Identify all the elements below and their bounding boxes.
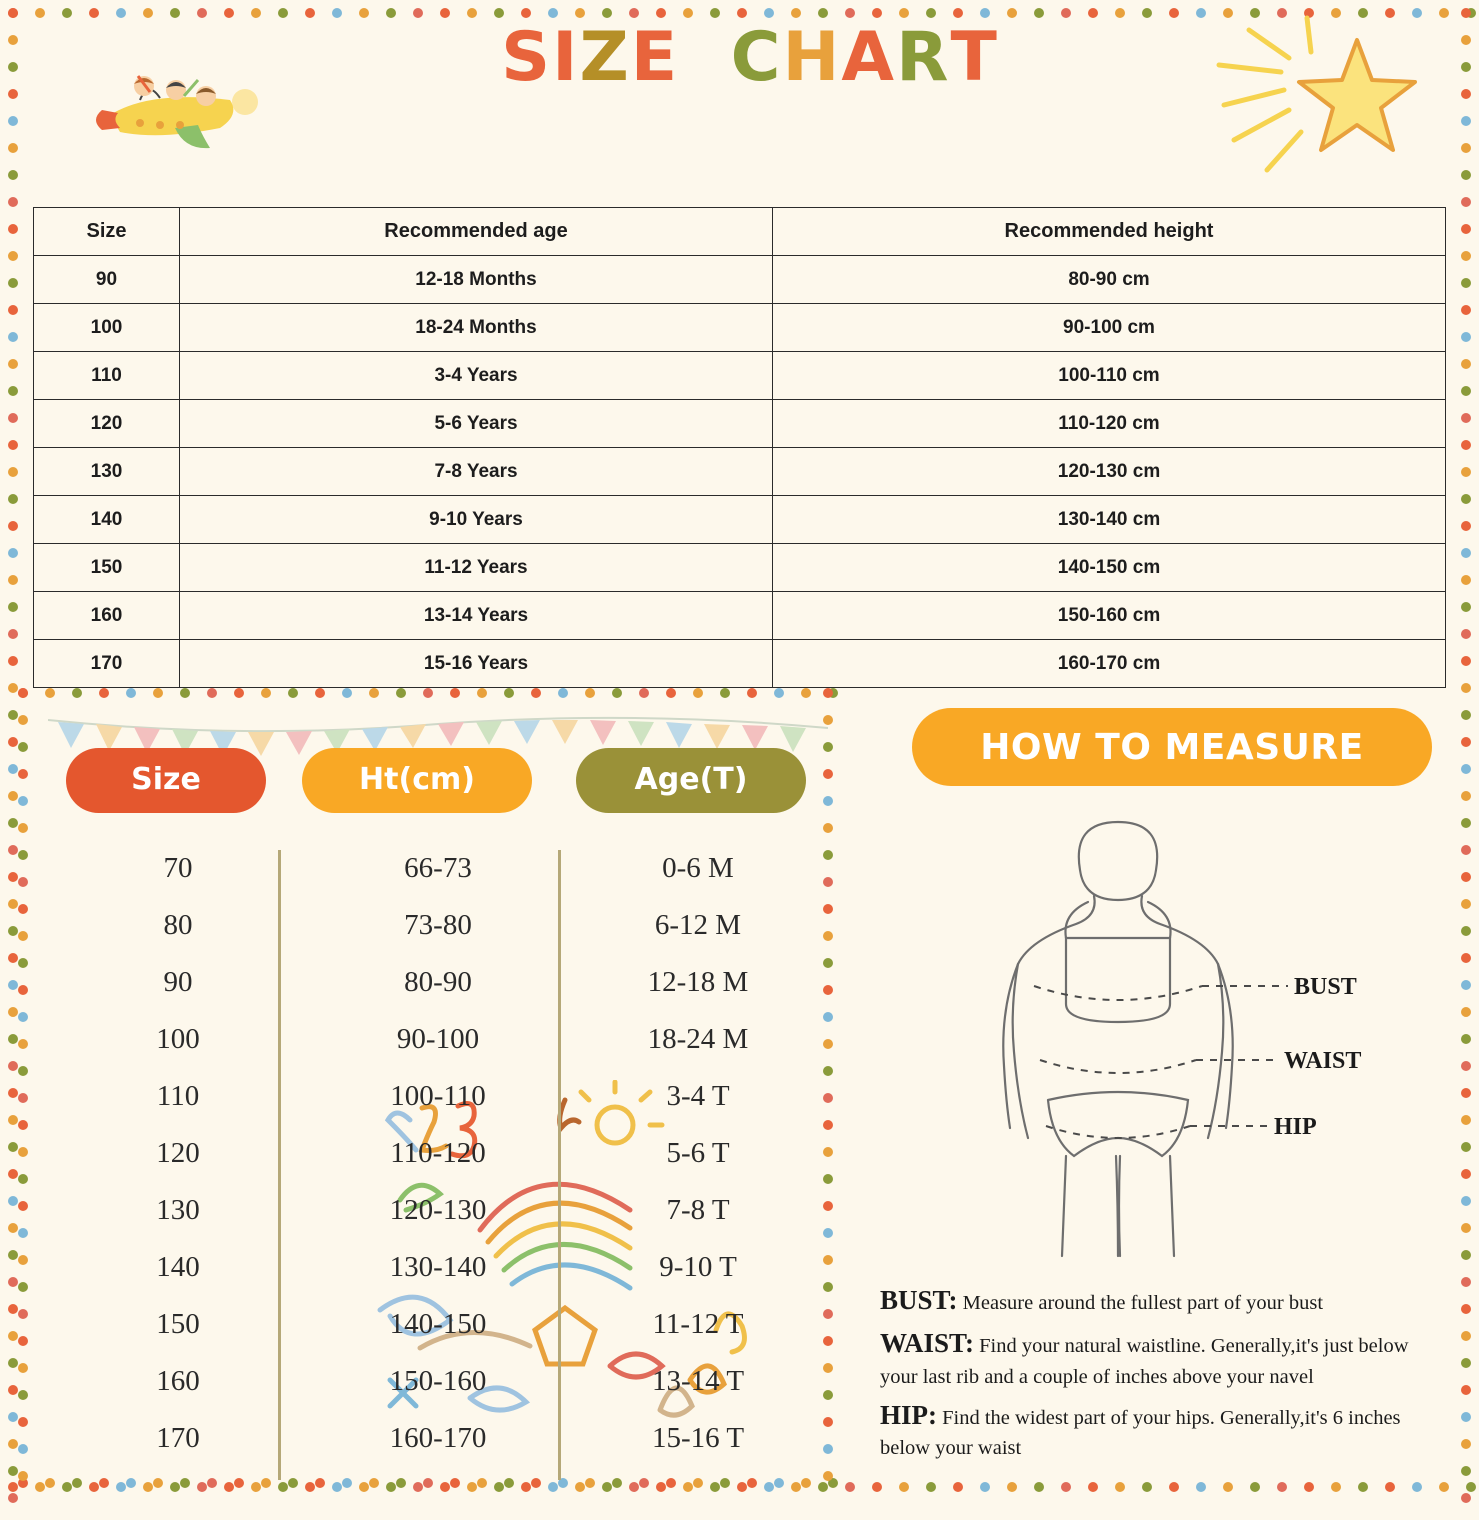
size-table-header-pills — [48, 748, 828, 813]
age-value: 6-12 M — [654, 909, 742, 941]
cell-age: 5-6 Years — [180, 400, 773, 448]
instruction-bust-term: BUST: — [880, 1285, 958, 1315]
pill-age-t: Age(T) — [576, 748, 806, 813]
pill-height-cm: Ht(cm) — [302, 748, 532, 813]
cell-size: 90 — [34, 256, 180, 304]
cell-age: 12-18 Months — [180, 256, 773, 304]
cell-height: 130-140 cm — [773, 496, 1446, 544]
size-value: 110 — [156, 1080, 200, 1112]
cell-height: 90-100 cm — [773, 304, 1446, 352]
cell-size: 120 — [34, 400, 180, 448]
age-value: 3-4 T — [666, 1080, 730, 1112]
cell-age: 11-12 Years — [180, 544, 773, 592]
airplane-with-kids-illustration — [80, 40, 280, 170]
cell-height: 160-170 cm — [773, 640, 1446, 688]
column-heights — [308, 840, 568, 1467]
table-row — [34, 640, 1446, 688]
age-value: 7-8 T — [666, 1194, 730, 1226]
size-age-height-table — [33, 207, 1446, 688]
label-hip: HIP — [1274, 1114, 1317, 1140]
instruction-waist-text: Find your natural waistline. Generally,it's just below your last rib and a couple of inches above your navel — [880, 1335, 1409, 1388]
cell-size: 160 — [34, 592, 180, 640]
height-value: 150-160 — [389, 1365, 487, 1397]
pill-size: Size — [66, 748, 266, 813]
table-row — [34, 448, 1446, 496]
cell-age: 7-8 Years — [180, 448, 773, 496]
cell-size: 150 — [34, 544, 180, 592]
cell-age: 3-4 Years — [180, 352, 773, 400]
height-value: 73-80 — [404, 909, 472, 941]
page-title: SIZE CHART — [501, 18, 999, 97]
column-header-recommended-height: Recommended height — [773, 208, 1446, 256]
cell-height: 100-110 cm — [773, 352, 1446, 400]
size-value: 90 — [163, 966, 193, 998]
cell-height: 120-130 cm — [773, 448, 1446, 496]
cell-size: 170 — [34, 640, 180, 688]
column-header-size: Size — [34, 208, 180, 256]
size-value: 170 — [156, 1422, 200, 1454]
cell-age: 13-14 Years — [180, 592, 773, 640]
cell-height: 150-160 cm — [773, 592, 1446, 640]
measurement-instructions — [880, 1282, 1445, 1468]
cell-size: 140 — [34, 496, 180, 544]
cell-size: 110 — [34, 352, 180, 400]
body-measurement-diagram — [880, 810, 1440, 1270]
cell-height: 110-120 cm — [773, 400, 1446, 448]
column-header-recommended-age: Recommended age — [180, 208, 773, 256]
instruction-bust — [880, 1282, 1445, 1319]
label-waist: WAIST — [1284, 1048, 1362, 1074]
column-sizes — [48, 840, 308, 1467]
cell-height: 80-90 cm — [773, 256, 1446, 304]
age-value: 0-6 M — [662, 852, 734, 884]
cell-age: 9-10 Years — [180, 496, 773, 544]
label-bust: BUST — [1294, 974, 1357, 1000]
column-ages — [568, 840, 828, 1467]
height-value: 160-170 — [389, 1422, 487, 1454]
age-value: 11-12 T — [652, 1308, 744, 1340]
size-value: 140 — [156, 1251, 200, 1283]
instruction-hip-term: HIP: — [880, 1399, 937, 1430]
age-value: 9-10 T — [659, 1251, 737, 1283]
table-row — [34, 496, 1446, 544]
size-value: 160 — [156, 1365, 200, 1397]
cell-age: 18-24 Months — [180, 304, 773, 352]
height-value: 90-100 — [396, 1023, 480, 1055]
table-row — [34, 400, 1446, 448]
age-value: 15-16 T — [651, 1422, 745, 1454]
size-value: 100 — [156, 1023, 200, 1055]
cell-size: 100 — [34, 304, 180, 352]
instruction-hip — [880, 1397, 1445, 1463]
age-value: 13-14 T — [651, 1365, 745, 1397]
size-value: 120 — [156, 1137, 200, 1169]
height-value: 100-110 — [390, 1080, 486, 1112]
instruction-waist-term: WAIST: — [880, 1328, 975, 1359]
height-value: 140-150 — [389, 1308, 487, 1340]
age-value: 12-18 M — [647, 966, 749, 998]
star-illustration — [1189, 10, 1449, 190]
cell-height: 140-150 cm — [773, 544, 1446, 592]
table-row — [34, 592, 1446, 640]
instruction-bust-text: Measure around the fullest part of your bust — [962, 1292, 1324, 1314]
cell-size: 130 — [34, 448, 180, 496]
table-header-row — [34, 208, 1446, 256]
size-value: 70 — [163, 852, 193, 884]
table-row — [34, 352, 1446, 400]
table-row — [34, 304, 1446, 352]
size-value: 150 — [156, 1308, 200, 1340]
age-value: 18-24 M — [647, 1023, 749, 1055]
size-conversion-panel — [18, 688, 833, 1488]
instruction-waist — [880, 1325, 1445, 1391]
cell-age: 15-16 Years — [180, 640, 773, 688]
height-value: 130-140 — [389, 1251, 487, 1283]
size-value: 130 — [156, 1194, 200, 1226]
height-value: 66-73 — [404, 852, 472, 884]
instruction-hip-text: Find the widest part of your hips. Generally,it's 6 inches below your waist — [880, 1406, 1401, 1460]
height-value: 120-130 — [389, 1194, 487, 1226]
height-value: 80-90 — [404, 966, 472, 998]
how-to-measure-header: HOW TO MEASURE — [912, 708, 1432, 786]
size-value: 80 — [163, 909, 193, 941]
table-row — [34, 544, 1446, 592]
height-value: 110-120 — [390, 1137, 486, 1169]
table-row — [34, 256, 1446, 304]
age-value: 5-6 T — [666, 1137, 730, 1169]
